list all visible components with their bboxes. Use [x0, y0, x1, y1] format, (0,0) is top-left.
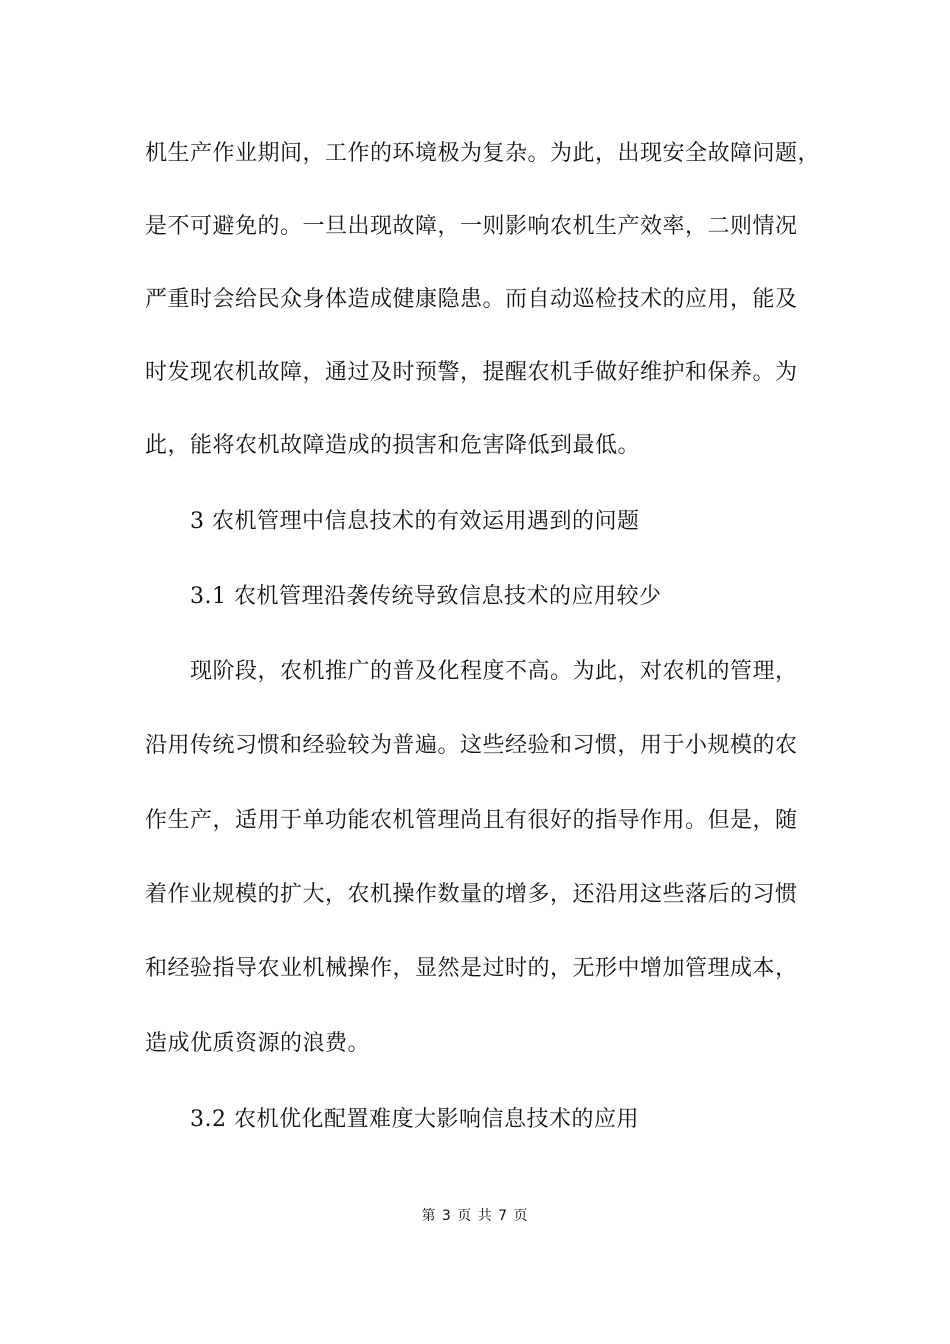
page-number-footer: 第 3 页 共 7 页 [421, 1208, 529, 1224]
paragraph-2-line-5: 和经验指导农业机械操作，显然是过时的，无形中增加管理成本， [145, 956, 798, 981]
paragraph-2-line-4: 着作业规模的扩大，农机操作数量的增多，还沿用这些落后的习惯 [145, 882, 798, 907]
paragraph-2-line-2: 沿用传统习惯和经验较为普遍。这些经验和习惯，用于小规模的农 [145, 733, 798, 758]
section-heading-3: 3 农机管理中信息技术的有效运用遇到的问题 [190, 509, 640, 534]
paragraph-2-line-1: 现阶段，农机推广的普及化程度不高。为此，对农机的管理， [190, 659, 798, 684]
paragraph-1-line-1: 机生产作业期间，工作的环境极为复杂。为此，出现安全故障问题， [145, 141, 821, 166]
paragraph-1-line-5: 此，能将农机故障造成的损害和危害降低到最低。 [145, 433, 641, 458]
section-heading-3-1: 3.1 农机管理沿袭传统导致信息技术的应用较少 [190, 584, 662, 609]
paragraph-2-line-6: 造成优质资源的浪费。 [145, 1031, 371, 1056]
section-heading-3-2: 3.2 农机优化配置难度大影响信息技术的应用 [190, 1107, 639, 1132]
paragraph-1-line-2: 是不可避免的。一旦出现故障，一则影响农机生产效率，二则情况 [145, 214, 798, 239]
paragraph-2-line-3: 作生产，适用于单功能农机管理尚且有很好的指导作用。但是，随 [145, 808, 798, 833]
paragraph-1-line-3: 严重时会给民众身体造成健康隐患。而自动巡检技术的应用，能及 [145, 287, 798, 312]
paragraph-1-line-4: 时发现农机故障，通过及时预警，提醒农机手做好维护和保养。为 [145, 360, 798, 385]
